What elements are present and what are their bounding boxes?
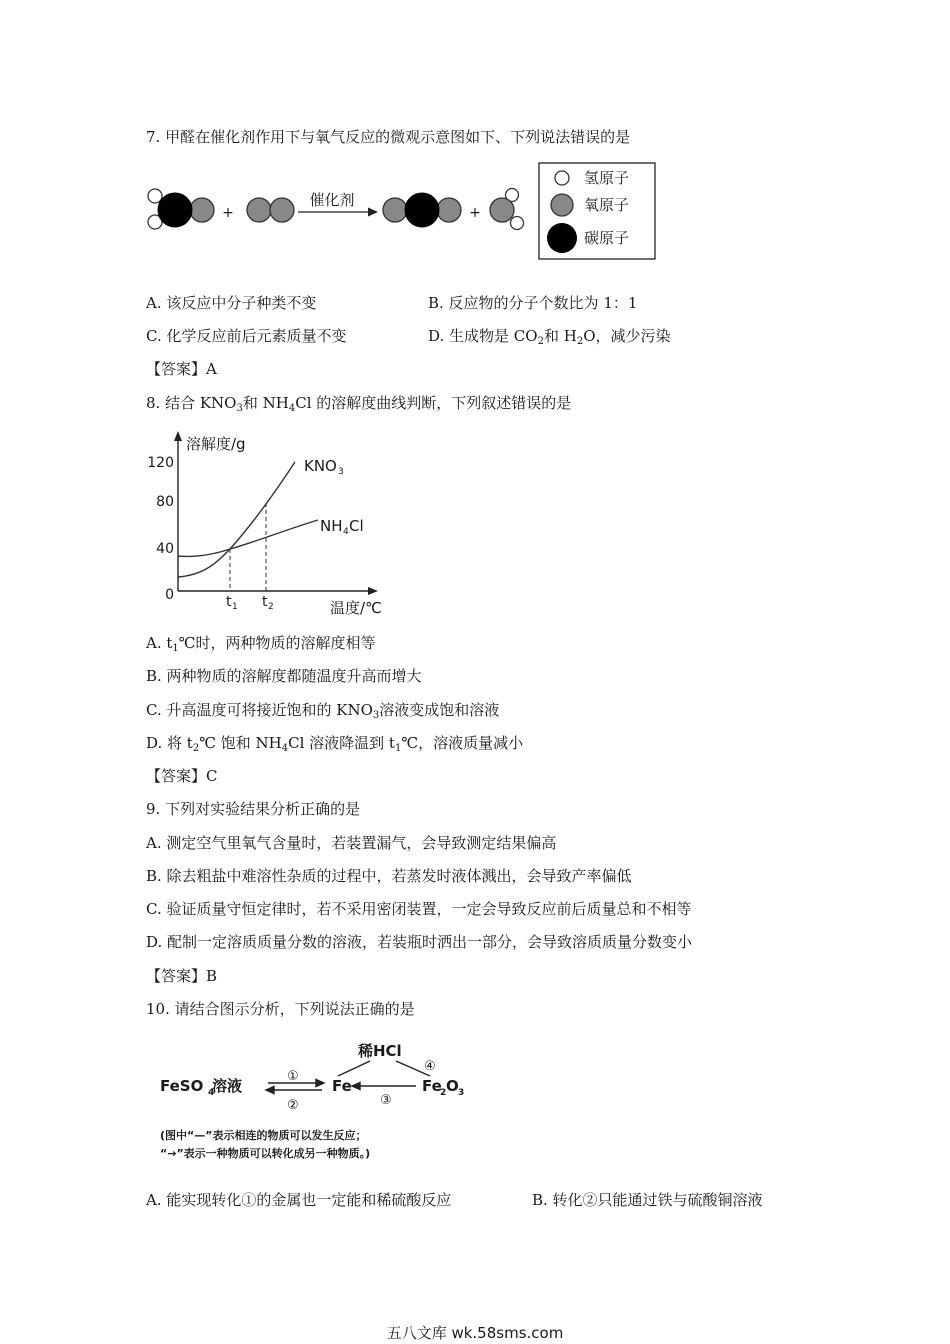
diagram-note-line-1: (图中“—”表示相连的物质可以发生反应； (160, 1129, 367, 1142)
svg-text:KNO: KNO (304, 457, 337, 475)
footer-watermark: 五八文库 wk.58sms.com (386, 1324, 564, 1342)
oxygen-molecule (247, 198, 294, 222)
q9-option-a: A. 测定空气里氧气含量时，若装置漏气，会导致测定结果偏高 (146, 834, 557, 852)
svg-text:3: 3 (458, 1088, 465, 1098)
q8-answer: 【答案】C (146, 767, 218, 785)
svg-text:2: 2 (268, 602, 274, 612)
arrow-label-catalyst: 催化剂 (309, 191, 355, 209)
q10-option-b: B. 转化②只能通过铁与硫酸铜溶液 (532, 1191, 763, 1209)
q9-option-d: D. 配制一定溶质质量分数的溶液，若装瓶时洒出一部分，会导致溶质质量分数变小 (146, 933, 693, 951)
y-axis-label: 溶解度/g (186, 435, 246, 453)
carbon-atom-icon (547, 223, 577, 253)
svg-text:1: 1 (232, 602, 238, 612)
step-1-label: ① (287, 1069, 299, 1084)
q9-option-c: C. 验证质量守恒定律时，若不采用密闭装置，一定会导致反应前后质量总和不相等 (146, 900, 692, 918)
series-line-nh4cl (178, 520, 318, 556)
x-axis-label: 温度/℃ (330, 599, 382, 617)
q8-option-d: D. 将 $t_2℃$ 饱和 $NH_4Cl$ 溶液降温到 $t_1℃$，溶液质量减小 (146, 734, 524, 754)
svg-text:FeSO: FeSO (160, 1077, 204, 1095)
y-tick-120: 120 (147, 455, 174, 471)
svg-text:O: O (446, 1077, 459, 1095)
q7-reaction-diagram (140, 160, 660, 264)
q9-answer: 【答案】B (146, 967, 218, 985)
y-tick-80: 80 (156, 494, 174, 510)
fe-label: Fe (332, 1077, 352, 1095)
q8-option-b: B. 两种物质的溶解度都随温度升高而增大 (146, 667, 422, 685)
svg-text:Cl: Cl (349, 517, 364, 535)
arrow-3-head (352, 1083, 360, 1090)
series-label-nh4cl (320, 517, 364, 537)
svg-text:4: 4 (208, 1088, 215, 1098)
q8-option-a: A. $t_1℃$时，两种物质的溶解度相等 (146, 634, 376, 654)
q10-option-a: A. 能实现转化①的金属也一定能和稀硫酸反应 (146, 1191, 452, 1209)
feso4-label (160, 1077, 242, 1098)
step-2-label: ② (287, 1098, 299, 1113)
x-tick-t1 (226, 594, 238, 612)
legend-hydrogen: 氢原子 (584, 169, 630, 187)
y-tick-0: 0 (165, 587, 174, 603)
svg-text:3: 3 (338, 467, 344, 477)
atom-legend (539, 163, 655, 259)
svg-text:t: t (226, 594, 232, 610)
svg-text:4: 4 (343, 527, 349, 537)
svg-text:NH: NH (320, 517, 343, 535)
arrow-1-head (316, 1080, 324, 1087)
q7-option-b: B. 反应物的分子个数比为 1：1 (428, 294, 638, 312)
step-4-label: ④ (424, 1059, 436, 1074)
diagram-note-line-2: “→”表示一种物质可以转化成另一种物质。) (160, 1147, 371, 1160)
q7-option-d: D. 生成物是 $CO_2$和 $H_2O$，减少污染 (428, 327, 671, 347)
formaldehyde-molecule (148, 189, 214, 229)
step-3-label: ③ (380, 1093, 392, 1108)
y-tick-40: 40 (156, 541, 174, 557)
co2-molecule (383, 193, 461, 227)
q10-conversion-diagram (150, 1036, 490, 1166)
legend-carbon: 碳原子 (584, 229, 630, 247)
oxygen-atom-icon (551, 194, 573, 216)
plus-sign-2: + (469, 205, 481, 221)
link-hcl-fe (338, 1061, 370, 1076)
svg-text:t: t (262, 594, 268, 610)
q8-stem: 8. 结合 $KNO_3$和 $NH_4Cl$ 的溶解度曲线判断，下列叙述错误的是 (146, 394, 572, 414)
series-line-kno3 (178, 462, 295, 577)
water-molecule (490, 189, 524, 230)
q7-stem: 7. 甲醛在催化剂作用下与氧气反应的微观示意图如下、下列说法错误的是 (146, 128, 631, 146)
q9-stem: 9. 下列对实验结果分析正确的是 (146, 800, 361, 818)
solubility-chart (140, 425, 410, 620)
q7-answer: 【答案】A (146, 360, 217, 378)
dilute-hcl-label: 稀HCl (358, 1042, 402, 1060)
q9-option-b: B. 除去粗盐中难溶性杂质的过程中，若蒸发时液体溅出，会导致产率偏低 (146, 867, 632, 885)
svg-text:Fe: Fe (422, 1077, 442, 1095)
q7-option-a: A. 该反应中分子种类不变 (146, 294, 317, 312)
series-label-kno3 (304, 457, 344, 477)
fe2o3-label (422, 1077, 464, 1098)
svg-text:2: 2 (440, 1088, 447, 1098)
plus-sign-1: + (222, 205, 234, 221)
q10-stem: 10. 请结合图示分析，下列说法正确的是 (146, 1000, 415, 1018)
q7-option-c: C. 化学反应前后元素质量不变 (146, 327, 347, 345)
arrow-2-head (266, 1087, 274, 1094)
hydrogen-atom-icon (555, 171, 569, 185)
x-tick-t2 (262, 594, 274, 612)
q8-option-c: C. 升高温度可将接近饱和的 $KNO_3$溶液变成饱和溶液 (146, 701, 500, 721)
legend-oxygen: 氧原子 (584, 196, 630, 214)
svg-text:溶液: 溶液 (212, 1077, 243, 1095)
